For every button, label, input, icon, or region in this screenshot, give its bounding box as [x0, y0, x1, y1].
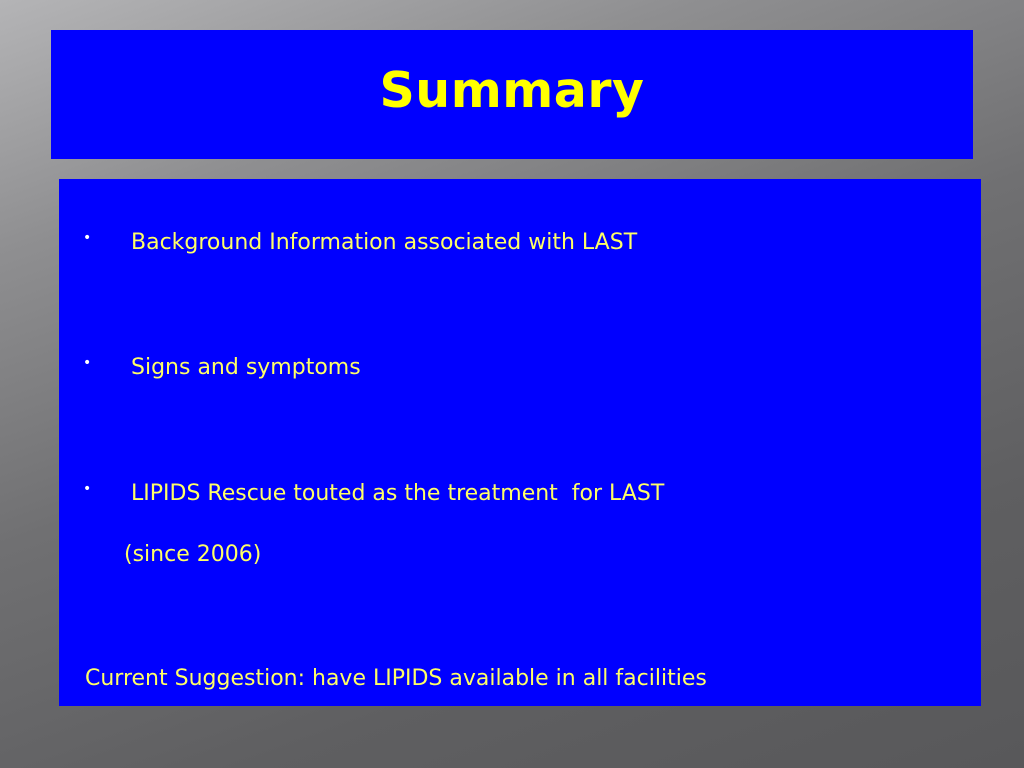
bullet-item	[59, 354, 981, 384]
suggestion-text: Current Suggestion: have LIPIDS available in all facilities	[85, 666, 707, 691]
bullet-text: Background Information associated with LAST	[131, 230, 638, 255]
bullet-marker: •	[83, 355, 92, 371]
slide-title: Summary	[379, 62, 645, 119]
content-panel	[59, 179, 981, 706]
title-panel	[51, 30, 973, 159]
bullet-marker: •	[83, 230, 92, 246]
bullet-item	[59, 480, 981, 510]
bullet-text: LIPIDS Rescue touted as the treatment for LAST	[131, 481, 665, 506]
bullet-item	[59, 229, 981, 259]
bullet-text: Signs and symptoms	[131, 355, 361, 380]
bullet-marker: •	[83, 481, 92, 497]
bullet-continuation: (since 2006)	[124, 542, 262, 567]
